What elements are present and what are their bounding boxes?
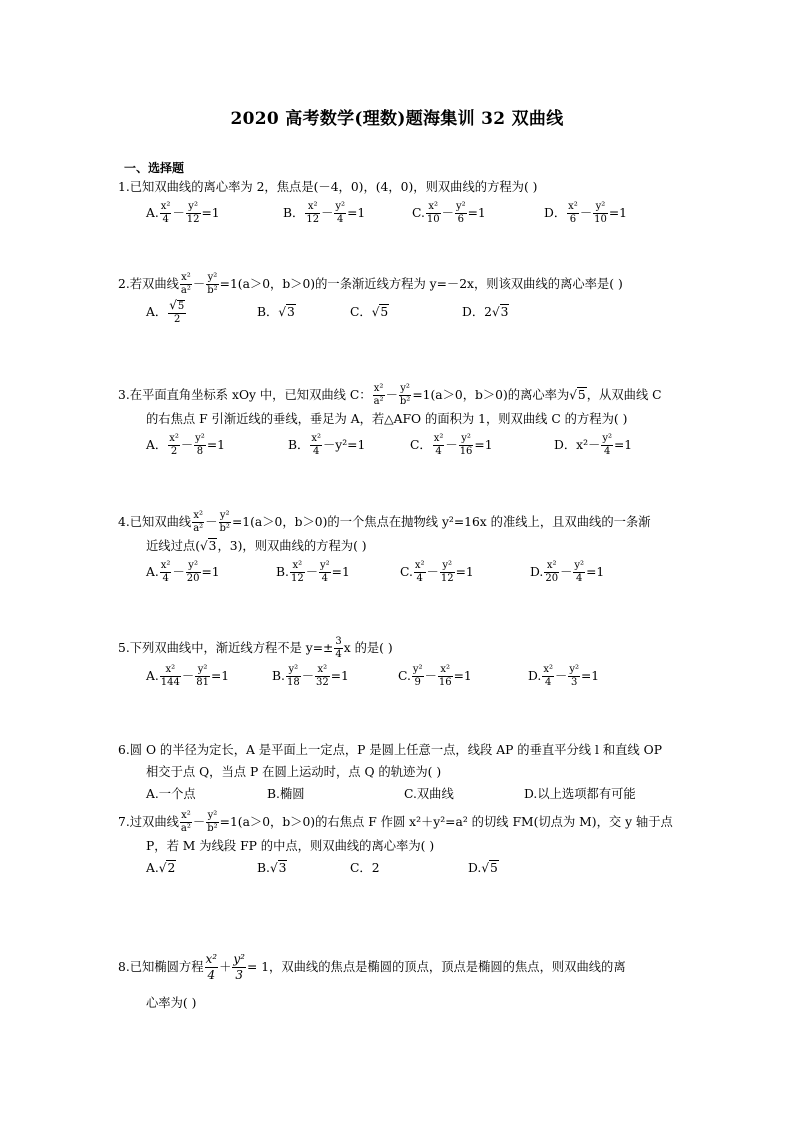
option-c[interactable]: C. $\frac{\text{y²}}{9}$ － $\frac{\text{x²}}{16}$ =1: [398, 664, 472, 688]
option-b[interactable]: B． $\frac{\text{x²}}{12}$ － $\frac{\text{y²}}{4}$ =1: [283, 201, 366, 225]
question-3-options: [146, 430, 708, 464]
option-b[interactable]: B.椭圆: [267, 787, 305, 801]
option-c[interactable]: C．√5: [350, 305, 389, 319]
option-a[interactable]: A.√2: [146, 861, 176, 875]
question-8: [118, 950, 708, 1014]
question-4: [118, 510, 708, 591]
question-7-options: [146, 857, 708, 879]
question-5-stem: 5.下列双曲线中，渐近线方程不是 y=± $\frac{3}{4}$ x 的是( ): [118, 636, 393, 660]
question-3: [118, 383, 708, 464]
question-7-stem: 7.过双曲线 $\frac{\text{x²}}{\text{a²}}$ － $\frac{\text{y²}}{\text{b²}}$ =1(a＞0，b＞0)的右焦点 F 作圆 x²＋y²=a² 的切线 FM(切点为 M)，交 y 轴于点: [118, 810, 673, 834]
option-d[interactable]: D. $\frac{\text{x²}}{20}$ － $\frac{\text{y²}}{4}$ =1: [530, 560, 605, 584]
question-5: [118, 636, 708, 695]
question-4-stem-line2: 近线过点(√3，3)，则双曲线的方程为( ): [146, 539, 367, 553]
question-1: [118, 176, 708, 232]
question-6-options: [146, 783, 708, 805]
option-c[interactable]: C.双曲线: [404, 787, 454, 801]
question-8-stem-line2: 心率为( ): [146, 996, 197, 1010]
option-d[interactable]: D． $\frac{\text{x²}}{6}$ － $\frac{\text{y²}}{10}$ =1: [544, 201, 627, 225]
option-b[interactable]: B． $\frac{\text{x²}}{4}$ －y²=1: [288, 433, 366, 457]
option-a[interactable]: A． $\frac{√5}{2}$: [146, 298, 185, 325]
question-4-stem: 4.已知双曲线 $\frac{\text{x²}}{\text{a²}}$ － $\frac{\text{y²}}{\text{b²}}$ =1(a＞0，b＞0)的一个焦点在抛物线 y²=16x 的准线上，且双曲线的一条渐: [118, 510, 651, 534]
question-4-options: [146, 557, 708, 591]
option-a[interactable]: A.一个点: [146, 787, 196, 801]
question-1-options: [146, 198, 708, 232]
option-b[interactable]: B. $\frac{\text{y²}}{18}$ － $\frac{\text{x²}}{32}$ =1: [272, 664, 349, 688]
question-7-stem-line2: P，若 M 为线段 FP 的中点，则双曲线的离心率为( ): [146, 839, 435, 853]
question-2-stem: 2.若双曲线 $\frac{\text{x²}}{\text{a²}}$ － $\frac{\text{y²}}{\text{b²}}$ =1(a＞0，b＞0)的一条渐近线方程为 y=－2x，则该双曲线的离心率是( ): [118, 272, 623, 296]
option-b[interactable]: B.√3: [257, 861, 287, 875]
question-3-stem: 3.在平面直角坐标系 xOy 中，已知双曲线 C： $\frac{\text{x²}}{\text{a²}}$ － $\frac{\text{y²}}{\text{b²}}$ =1(a＞0，b＞0)的离心率为√5，从双曲线 C: [118, 383, 662, 407]
section-heading: 一、选择题: [124, 161, 185, 175]
question-2-options: [146, 297, 708, 331]
question-6-stem: 6.圆 O 的半径为定长，A 是平面上一定点，P 是圆上任意一点，线段 AP 的垂直平分线 l 和直线 OP: [118, 743, 662, 757]
option-c[interactable]: C. $\frac{\text{x²}}{10}$ － $\frac{\text{y²}}{6}$ =1: [412, 201, 486, 225]
question-3-stem-line2: 的右焦点 F 引渐近线的垂线，垂足为 A，若△AFO 的面积为 1，则双曲线 C 的方程为( ): [146, 412, 628, 426]
option-c[interactable]: C. $\frac{\text{x²}}{4}$ － $\frac{\text{y²}}{12}$ =1: [400, 560, 474, 584]
question-1-stem: 1.已知双曲线的离心率为 2，焦点是(－4，0)，(4，0)，则双曲线的方程为( ): [118, 180, 538, 194]
option-a[interactable]: A. $\frac{\text{x²}}{144}$ － $\frac{\text{y²}}{81}$ =1: [146, 664, 230, 688]
option-b[interactable]: B. $\frac{\text{x²}}{12}$ － $\frac{\text{y²}}{4}$ =1: [276, 560, 350, 584]
option-d[interactable]: D.√5: [468, 861, 498, 875]
option-d[interactable]: D. $\frac{\text{x²}}{4}$ － $\frac{\text{y²}}{3}$ =1: [528, 664, 600, 688]
question-5-options: [146, 661, 708, 695]
option-a[interactable]: A． $\frac{\text{x²}}{2}$ － $\frac{\text{y²}}{8}$ =1: [146, 433, 225, 457]
page-title: 2020 高考数学(理数)题海集训 32 双曲线: [230, 109, 564, 129]
option-d[interactable]: D.以上选项都有可能: [524, 787, 636, 801]
question-2: [118, 272, 708, 331]
option-d[interactable]: D．x²－ $\frac{\text{y²}}{4}$ =1: [554, 433, 633, 457]
option-a[interactable]: A. $\frac{\text{x²}}{4}$ － $\frac{\text{y²}}{12}$ =1: [146, 201, 220, 225]
question-6: [118, 739, 708, 805]
option-d[interactable]: D．2√3: [462, 305, 509, 319]
option-b[interactable]: B．√3: [257, 305, 295, 319]
option-c[interactable]: C． $\frac{\text{x²}}{4}$ － $\frac{\text{y²}}{16}$ =1: [410, 433, 493, 457]
option-a[interactable]: A. $\frac{\text{x²}}{4}$ － $\frac{\text{y²}}{20}$ =1: [146, 560, 220, 584]
question-7: [118, 810, 708, 879]
question-6-stem-line2: 相交于点 Q，当点 P 在圆上运动时，点 Q 的轨迹为( ): [146, 765, 442, 779]
option-c[interactable]: C．2: [350, 861, 380, 875]
question-8-stem: 8.已知椭圆方程 $\frac{\text{x²}}{4}$ ＋ $\frac{\text{y²}}{3}$ = 1，双曲线的焦点是椭圆的顶点，顶点是椭圆的焦点，则双曲线的离: [118, 952, 626, 982]
